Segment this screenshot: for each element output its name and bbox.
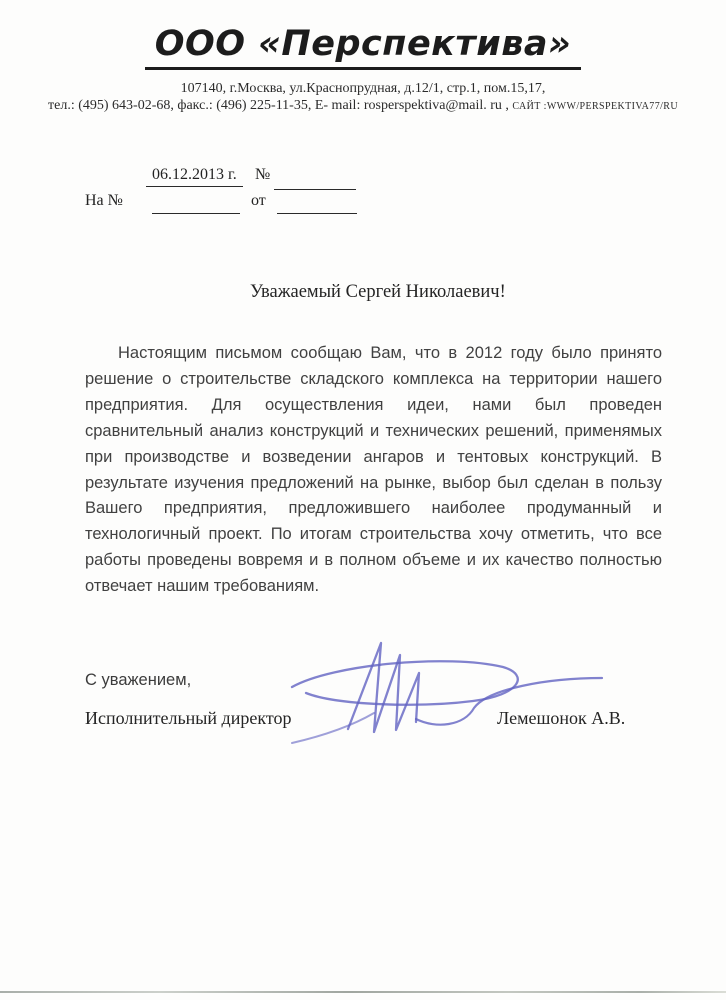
signer-name: Лемешонок А.В.	[497, 708, 626, 728]
from-date-blank-line	[277, 213, 357, 214]
number-label: №	[255, 166, 271, 183]
letterhead-address	[0, 80, 726, 115]
from-label: от	[251, 192, 266, 209]
letter-body: Настоящим письмом сообщаю Вам, что в 2012 году было принято решение о строительстве складского комплекса на территории нашего предприятия. Для осуществления идеи, нами был проведен сравнительный анализ конструкций и технических решений, применямых при производстве и возведении ангаров и тентовых конструкций. В результате изучения предложений на рынке, выбор был сделан в пользу Вашего предприятия, предложившего наиболее продуманный и технологичный проект. По итогам строительства хочу отметить, что все работы проведены вовремя и в полном объеме и их качество полностью отвечает нашим требованиям.	[85, 344, 662, 596]
reply-number-blank-line	[152, 213, 240, 214]
letterhead	[0, 24, 726, 115]
signature-stroke	[348, 643, 419, 732]
scan-edge-artifact	[0, 991, 726, 993]
signature-stroke	[416, 678, 602, 725]
reply-to-label: На №	[85, 192, 123, 209]
address-line: 107140, г.Москва, ул.Краснопрудная, д.12/1, стр.1, пом.15,17,	[180, 81, 546, 96]
number-blank-line	[274, 189, 356, 190]
closing-regards: С уважением,	[85, 671, 192, 689]
website-label: САЙТ :WWW/PERSPEKTIVA77/RU	[512, 101, 678, 112]
letter-date: 06.12.2013 г.	[146, 166, 243, 187]
signer-role: Исполнительный директор	[85, 708, 292, 728]
company-title: ООО «Перспектива»	[145, 24, 582, 70]
contacts-line: тел.: (495) 643-02-68, факс.: (496) 225-11-35, E- mail: rosperspektiva@mail. ru , САЙТ :WWW/PERSPEKTIVA77/RU	[48, 98, 678, 113]
salutation: Уважаемый Сергей Николаевич!	[250, 282, 506, 302]
signature-stroke	[292, 713, 374, 743]
handwritten-signature	[278, 633, 608, 745]
